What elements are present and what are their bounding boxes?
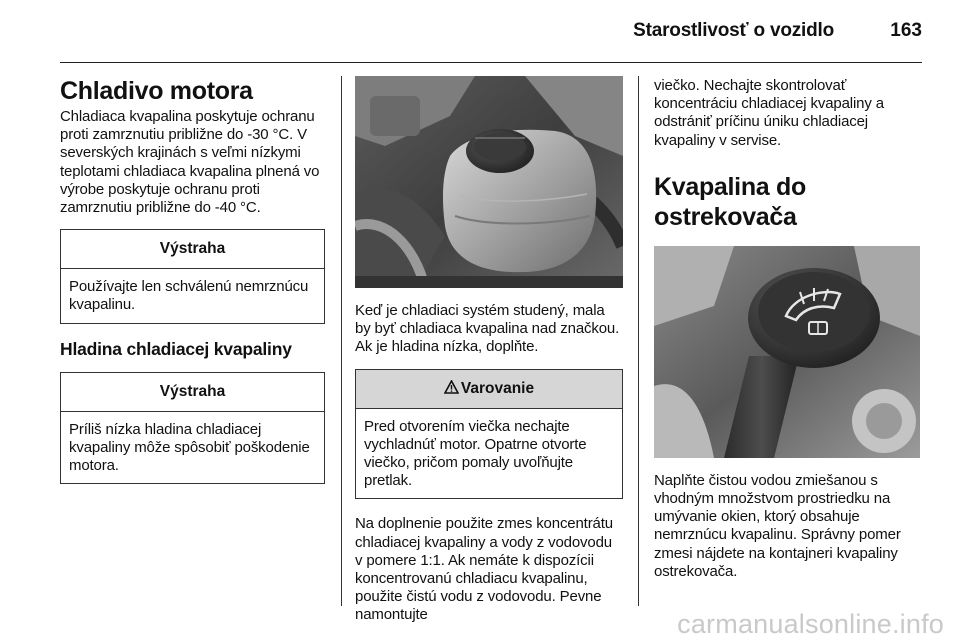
washer-fluid-photo: [654, 246, 920, 458]
watermark: carmanualsonline.info: [677, 609, 944, 639]
section-heading-coolant: Chladivo motora: [60, 77, 253, 105]
refill-instructions-text: Na doplnenie použite zmes koncentrátu chladiacej kvapaliny a vody z vodovodu v pomere 1:1. Ak nemáte k dispozícii koncentrovanú chladiacu kvapalinu, použite čistú vodu z vodovodu. Pevne namontujte: [355, 515, 613, 624]
warning-header: [356, 370, 622, 409]
coolant-reservoir-photo: [355, 76, 623, 288]
page-header: [60, 0, 922, 63]
subheading-coolant-level: Hladina chladiacej kvapaliny: [60, 338, 292, 359]
section-title: Starostlivosť o vozidlo: [633, 20, 834, 41]
warning-title: Varovanie: [460, 379, 535, 397]
caution-title: Výstraha: [61, 230, 324, 269]
coolant-level-text: Keď je chladiaci systém studený, mala by byť chladiaca kvapalina nad značkou. Ak je hladina nízka, doplňte.: [355, 302, 620, 356]
page-number: 163: [890, 20, 922, 41]
warning-box: [355, 369, 623, 500]
caution-title-level: Výstraha: [61, 373, 324, 412]
warning-text: Pred otvorením viečka nechajte vychladnúť motor. Opatrne otvorte viečko, pričom pomaly uvoľňujte pretlak.: [364, 417, 587, 490]
warning-triangle-icon: [444, 380, 459, 397]
caution-text: Používajte len schválenú nemrznúcu kvapalinu.: [69, 278, 309, 314]
column-right: [654, 77, 922, 581]
column-left: [60, 76, 325, 484]
section-heading-washer-fluid: Kvapalina do ostrekovača: [654, 172, 806, 231]
washer-fluid-text: Naplňte čistou vodou zmiešanou s vhodným množstvom prostriedku na umývanie okien, ktorý obsahuje nemrznúcu kvapalinu. Správny pomer zmesi nájdete na kontajneri kvapaliny ostrekovača.: [654, 471, 901, 580]
caution-text-level: Príliš nízka hladina chladiacej kvapaliny môže spôsobiť poškodenie motora.: [69, 420, 310, 475]
caution-box: [60, 229, 325, 323]
caution-box-level: [60, 372, 325, 485]
coolant-intro-text: Chladiaca kvapalina poskytuje ochranu proti zamrznutiu približne do -30 °C. V severských krajinách s veľmi nízkymi teplotami chladiaca kvapalina plnená vo výrobe poskytuje ochranu proti zamrznutiu približne do -40 °C.: [60, 108, 320, 217]
continued-text: viečko. Nechajte skontrolovať koncentráciu chladiacej kvapaliny a odstrániť príčinu úniku chladiacej kvapaliny v servise.: [654, 77, 884, 149]
column-middle: [355, 76, 623, 625]
column-divider: [341, 76, 342, 606]
column-divider-2: [638, 76, 639, 606]
